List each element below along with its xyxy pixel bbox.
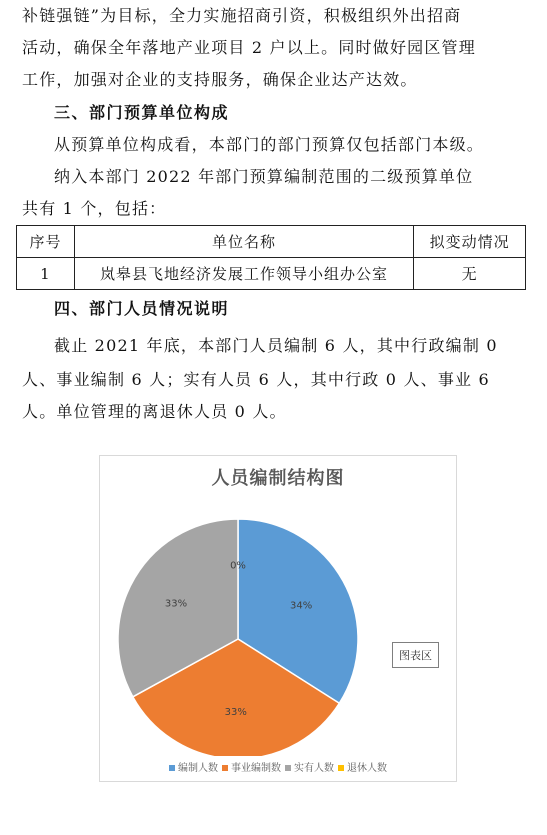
paragraph-line: 共有 1 个，包括： xyxy=(22,199,167,218)
legend-item xyxy=(169,759,218,774)
chart-title: 人员编制结构图 xyxy=(211,468,345,489)
table-row xyxy=(17,258,526,290)
pie-data-label: 33% xyxy=(164,598,188,610)
chart-area-tooltip: 图表区 xyxy=(392,642,439,668)
paragraph-line: 截止 2021 年底，本部门人员编制 6 人，其中行政编制 0 xyxy=(54,336,498,355)
legend-label: 退休人数 xyxy=(347,763,387,774)
table-header-row xyxy=(17,226,526,258)
table-cell: 无 xyxy=(414,258,526,290)
paragraph-line: 活动，确保全年落地产业项目 2 户以上。同时做好园区管理 xyxy=(22,38,476,57)
budget-unit-table xyxy=(16,225,526,290)
legend-label: 事业编制数 xyxy=(231,763,281,774)
pie-data-label: 0% xyxy=(230,560,246,572)
pie-data-label: 33% xyxy=(224,706,247,718)
header-cell: 拟变动情况 xyxy=(414,226,526,258)
paragraph-line: 人、事业编制 6 人；实有人员 6 人，其中行政 0 人、事业 6 xyxy=(22,370,490,389)
table-cell: 1 xyxy=(17,258,75,290)
legend-item xyxy=(285,759,334,774)
section-heading-3: 三、部门预算单位构成 xyxy=(54,103,230,122)
legend-swatch xyxy=(338,765,344,771)
legend-item xyxy=(338,759,387,774)
legend-swatch xyxy=(169,765,175,771)
legend-swatch xyxy=(222,765,228,771)
legend-swatch xyxy=(285,765,291,771)
legend-label: 实有人数 xyxy=(294,763,334,774)
legend-label: 编制人数 xyxy=(178,763,218,774)
paragraph-line: 人。单位管理的离退休人员 0 人。 xyxy=(22,402,287,421)
chart-area[interactable] xyxy=(99,455,457,782)
pie-data-label: 34% xyxy=(289,600,313,612)
table-cell: 岚皋县飞地经济发展工作领导小组办公室 xyxy=(74,258,413,290)
header-cell: 序号 xyxy=(17,226,75,258)
pie-chart xyxy=(100,456,456,756)
paragraph-line: 工作，加强对企业的支持服务，确保企业达产达效。 xyxy=(22,70,418,89)
header-cell: 单位名称 xyxy=(74,226,413,258)
paragraph-line: 纳入本部门 2022 年部门预算编制范围的二级预算单位 xyxy=(54,167,474,186)
paragraph-line: 从预算单位构成看，本部门的部门预算仅包括部门本级。 xyxy=(54,135,485,154)
section-heading-4: 四、部门人员情况说明 xyxy=(54,299,230,318)
legend-item xyxy=(222,759,281,774)
chart-legend xyxy=(100,759,456,774)
paragraph-line: 补链强链”为目标，全力实施招商引资，积极组织外出招商 xyxy=(22,6,462,25)
